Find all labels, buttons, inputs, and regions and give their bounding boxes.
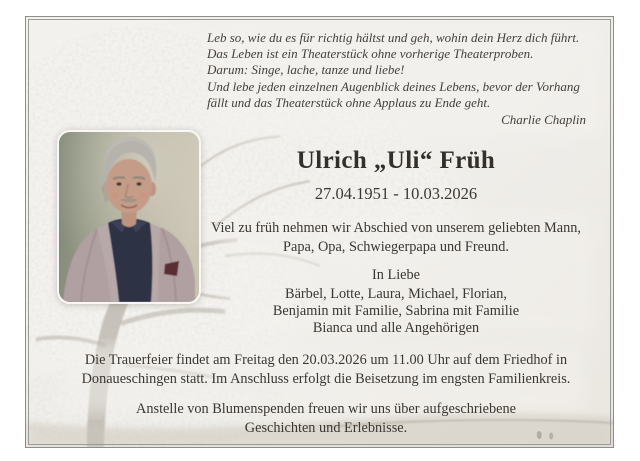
portrait-illustration (59, 132, 199, 302)
memorial-card (25, 16, 614, 448)
closing-line: Geschichten und Erlebnisse. (244, 419, 408, 436)
funeral-line: Die Trauerfeier findet am Freitag den 20.03.2026 um 11.00 Uhr auf dem Friedhof in (84, 352, 568, 368)
eye (136, 182, 141, 185)
quote-line: fällt und das Theaterstück ohne Applaus zu Ende geht. (207, 94, 491, 110)
quote-block (207, 30, 606, 128)
closing-line: Anstelle von Blumenspenden freuen wir uns über aufgeschriebene (136, 401, 516, 417)
family-line: Bärbel, Lotte, Laura, Michael, Florian, (285, 286, 507, 302)
face (106, 159, 152, 213)
quote-line: Und lebe jeden einzelnen Augenblick deines Lebens, bevor der Vorhang (207, 78, 580, 94)
announcement-line: Papa, Opa, Schwiegerpapa und Freund. (283, 239, 509, 255)
portrait-photo (57, 130, 201, 304)
quote-line: Leb so, wie du es für richtig hältst und geh, wohin dein Herz dich führt. (207, 30, 580, 45)
cheek (139, 193, 147, 198)
funeral-line: Donaueschingen statt. Im Anschluss erfolgt die Beisetzung im engsten Familienkreis. (81, 370, 571, 387)
eye (116, 182, 121, 185)
deceased-name: Ulrich „Uli“ Früh (296, 147, 496, 174)
family-intro: In Liebe (371, 267, 421, 283)
funeral-text (41, 351, 611, 388)
announcement-column (196, 146, 596, 338)
family-line: Bianca und alle Angehörigen (312, 320, 480, 337)
family-line: Benjamin mit Familie, Sabrina mit Familie (272, 303, 520, 320)
announcement-text (196, 219, 596, 257)
cheek (111, 193, 119, 198)
life-dates: 27.04.1951 - 10.03.2026 (314, 184, 478, 203)
quote-attribution: Charlie Chaplin (501, 112, 586, 128)
quote-line: Darum: Singe, lache, tanze und liebe! (207, 62, 405, 78)
closing-text (41, 400, 611, 437)
quote-line: Das Leben ist ein Theaterstück ohne vorherige Theaterproben. (207, 46, 534, 62)
announcement-line: Viel zu früh nehmen wir Abschied von unserem geliebten Mann, (211, 220, 581, 236)
funeral-info (41, 351, 611, 437)
family-names (196, 286, 596, 338)
